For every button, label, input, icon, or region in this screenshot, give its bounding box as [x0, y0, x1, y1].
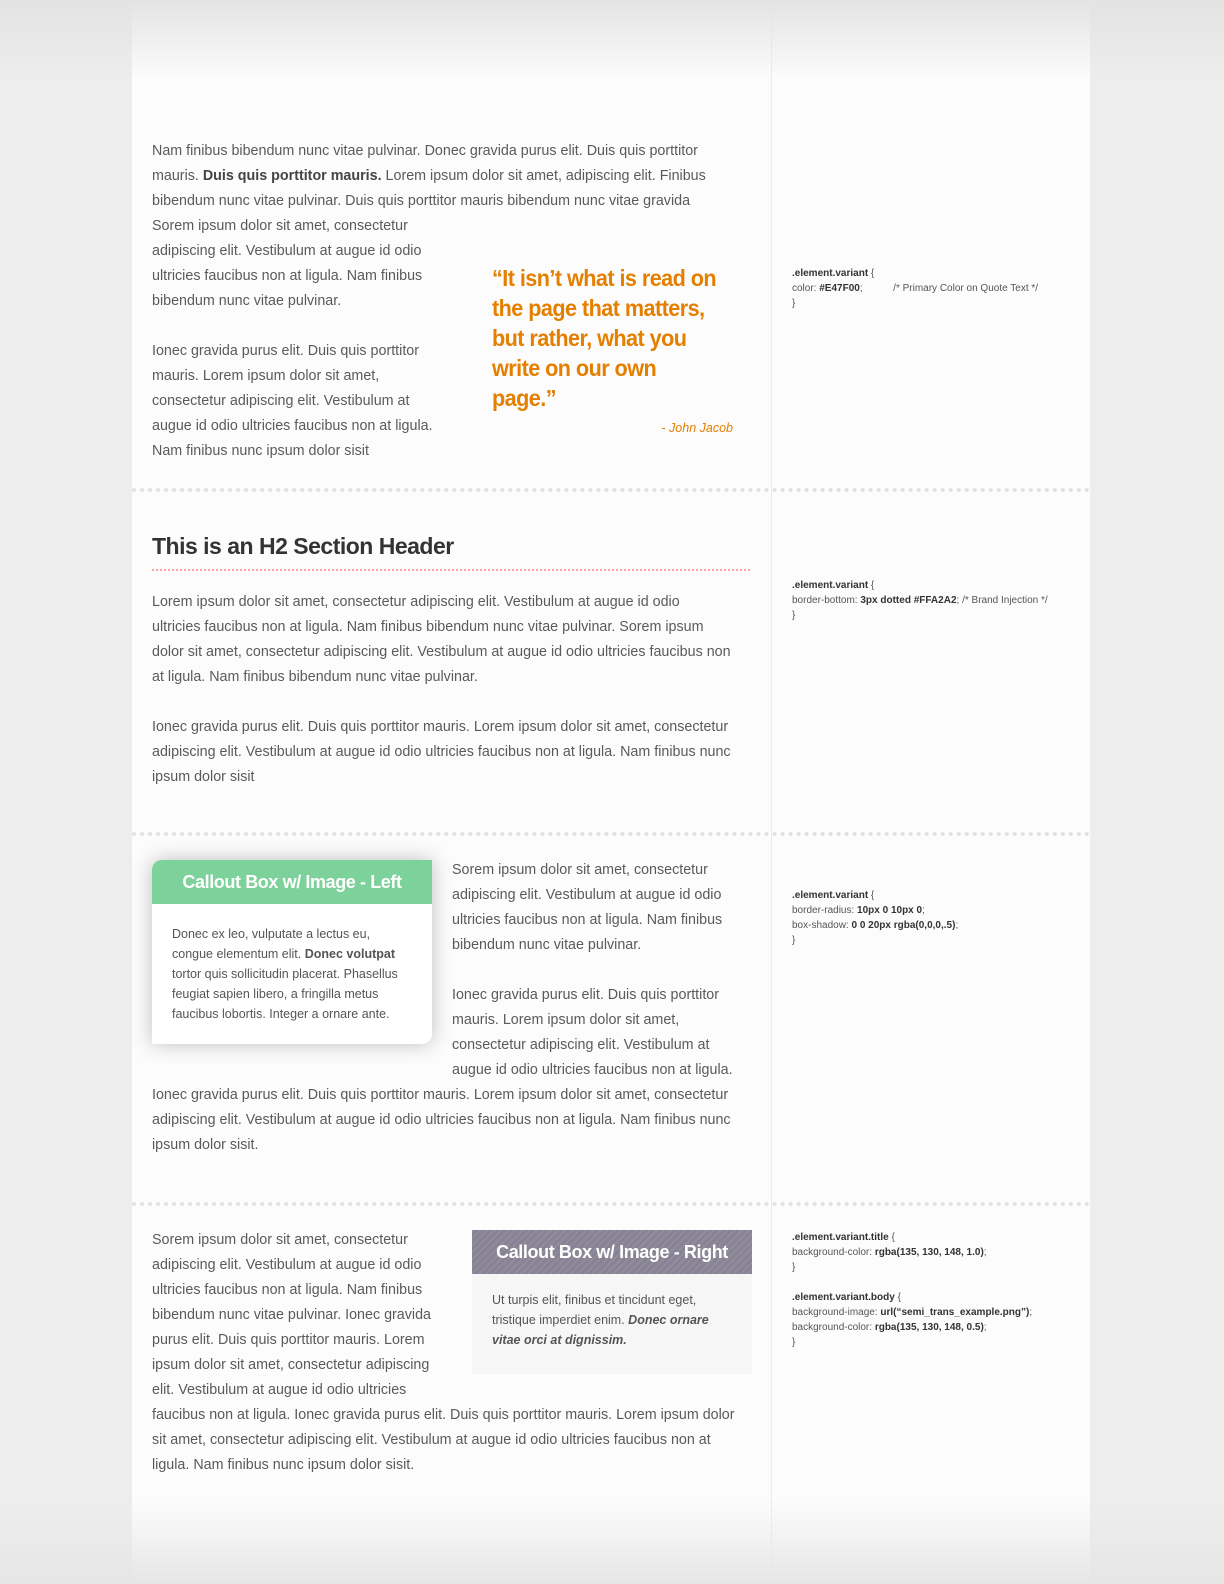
callout-left-title: Callout Box w/ Image - Left [152, 860, 432, 904]
section-separator [132, 488, 1090, 492]
intro-bold: Duis quis porttitor mauris. [202, 168, 382, 184]
callout-right-body: Ut turpis elit, finibus et tincidunt eget, tristique imperdiet enim. Donec ornare vitae orci at dignissim. [492, 1293, 709, 1347]
callout-left-side-paragraph-2: Ionec gravida purus elit. Duis quis porttitor mauris. Lorem ipsum dolor sit amet, consectetur adipiscing elit. Vestibulum at augue id odio ultricies faucibus non at ligula. [452, 987, 733, 1078]
pull-quote [492, 263, 737, 435]
section-separator [132, 1202, 1090, 1206]
quote-side-paragraph-2: Ionec gravida purus elit. Duis quis porttitor mauris. Lorem ipsum dolor sit amet, consectetur adipiscing elit. Vestibulum at augue id odio ultricies faucibus non at ligula. Nam finibus nunc ipsum dolor sisit [152, 343, 433, 459]
callout-left-full-paragraph: Ionec gravida purus elit. Duis quis porttitor mauris. Lorem ipsum dolor sit amet, consectetur adipiscing elit. Vestibulum at augue id odio ultricies faucibus non at ligula. Nam finibus nunc ipsum dolor sisit. [152, 1087, 731, 1153]
callout-right-full-paragraph: faucibus non at ligula. Ionec gravida purus elit. Duis quis porttitor mauris. Lorem ipsum dolor sit amet, consectetur adipiscing elit. Vestibulum at augue id odio ultricies faucibus non at ligula. Nam finibus nunc ipsum dolor sisit. [152, 1407, 735, 1473]
code-note-callout-left: .element.variant { border-radius: 10px 0 10px 0; box-shadow: 0 0 20px rgba(0,0,0,.5); } [792, 890, 959, 946]
callout-left-body: Donec ex leo, vulputate a lectus eu, congue elementum elit. Donec volutpat tortor quis sollicitudin placerat. Phasellus feugiat sapien libero, a fringilla metus faucibus lobortis. Integer a ornare ante. [172, 927, 398, 1021]
h2-paragraph-1: Lorem ipsum dolor sit amet, consectetur adipiscing elit. Vestibulum at augue id odio ultricies faucibus non at ligula. Nam finibus bibendum nunc vitae pulvinar. Sorem ipsum dolor sit amet, consectetur adipiscing elit. Vestibulum at augue id odio ultricies faucibus non at ligula. Nam finibus bibendum nunc vitae pulvinar. [152, 594, 731, 685]
callout-left-side-text [452, 858, 752, 1083]
intro-paragraph: Nam finibus bibendum nunc vitae pulvinar. Donec gravida purus elit. Duis quis porttitor mauris. Duis quis porttitor mauris. Lorem ipsum dolor sit amet, adipiscing elit. Finibus bibendum nunc vitae pulvinar. Duis quis porttitor mauris bibendum nunc vitae gravida [152, 143, 706, 209]
section-h2-body [152, 590, 752, 790]
callout-right-text [152, 1228, 752, 1478]
quote-side-paragraph-1: Sorem ipsum dolor sit amet, consectetur adipiscing elit. Vestibulum at augue id odio ultricies faucibus non at ligula. Nam finibus bibendum nunc vitae pulvinar. [152, 218, 423, 309]
quote-author: - John Jacob [661, 421, 733, 435]
callout-right-title: Callout Box w/ Image - Right [472, 1230, 752, 1274]
h2-paragraph-2: Ionec gravida purus elit. Duis quis porttitor mauris. Lorem ipsum dolor sit amet, consectetur adipiscing elit. Vestibulum at augue id odio ultricies faucibus non at ligula. Nam finibus nunc ipsum dolor sisit [152, 719, 731, 785]
column-divider [771, 0, 772, 1584]
quote-text: “It isn’t what is read on the page that matters, but rather, what you write on our own page.” [492, 265, 717, 411]
callout-box-left [152, 860, 432, 1044]
callout-left-side-paragraph-1: Sorem ipsum dolor sit amet, consectetur adipiscing elit. Vestibulum at augue id odio ultricies faucibus non at ligula. Nam finibus bibendum nunc vitae pulvinar. [452, 862, 723, 953]
callout-left-full-text [152, 1083, 752, 1158]
callout-right-side-paragraph: Sorem ipsum dolor sit amet, consectetur adipiscing elit. Vestibulum at augue id odio ultricies faucibus non at ligula. Nam finibus bibendum nunc vitae pulvinar. Ionec gravida purus elit. Duis quis porttitor mauris. Lorem ipsum dolor sit amet, consectetur adipiscing elit. Vestibulum at augue id odio ultricies [152, 1232, 431, 1398]
code-note-quote: .element.variant { color: #E47F00; /* Primary Color on Quote Text */ } [792, 268, 1039, 309]
section-header: This is an H2 Section Header [152, 533, 750, 571]
code-note-callout-right: .element.variant.title { background-color: rgba(135, 130, 148, 1.0); } .element.variant.body { background-image: url(“semi_trans_example.png”); background-color: rgba(135, 130, 148, 0.5); } [792, 1232, 1033, 1348]
section-separator [132, 832, 1090, 836]
code-note-h2: .element.variant { border-bottom: 3px dotted #FFA2A2; /* Brand Injection */ } [792, 580, 1048, 621]
